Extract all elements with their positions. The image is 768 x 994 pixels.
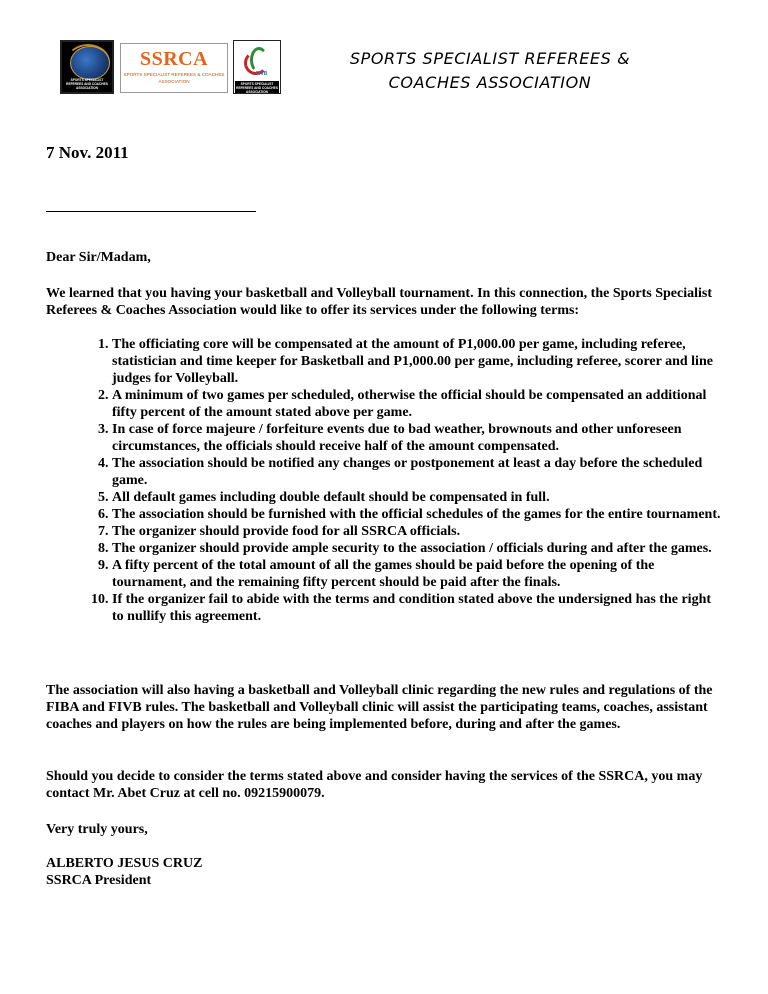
term-item: 8. The organizer should provide ample security to the association / officials during and after the games. <box>112 540 726 557</box>
term-item: 9. A fifty percent of the total amount of all the games should be paid before the opening of the tournament, and the remaining fifty percent should be paid after the finals. <box>112 557 726 591</box>
ssrca-brand-text: SSRCA <box>139 48 209 70</box>
signatory-title: SSRCA President <box>46 873 152 888</box>
term-item: 3. In case of force majeure / forfeiture events due to bad weather, brownouts and other unforeseen circumstances, the officials should receive half of the amount compensated. <box>112 421 726 455</box>
salutation: Dear Sir/Madam, <box>46 250 151 265</box>
term-item: 4. The association should be notified any changes or postponement at least a day before the scheduled game. <box>112 455 726 489</box>
term-item: 5. All default games including double default should be compensated in full. <box>112 489 726 506</box>
term-item: 10. If the organizer fail to abide with the terms and condition stated above the undersigned has the right to nullify this agreement. <box>112 591 726 625</box>
ssrca-tagline-1: SPORTS SPECIALIST REFEREES & COACHES <box>123 72 225 77</box>
signatory-name: ALBERTO JESUS CRUZ <box>46 856 203 871</box>
closing: Very truly yours, <box>46 822 148 837</box>
organization-title <box>300 47 680 95</box>
term-item: 2. A minimum of two games per scheduled, otherwise the official should be compensated an additional fifty percent of the amount stated above per game. <box>112 387 726 421</box>
term-item: 7. The organizer should provide food for all SSRCA officials. <box>112 523 726 540</box>
clinic-paragraph: The association will also having a basketball and Volleyball clinic regarding the new rules and regulations of the FIBA and FIVB rules. The basketball and Volleyball clinic will assist the participating teams, coaches, assistant coaches and players on how the rules are being implemented before, during and after the games. <box>46 683 713 732</box>
recipient-blank-line <box>46 211 256 212</box>
ssrca-tagline-2: ASSOCIATION <box>158 78 190 84</box>
basketball-logo <box>60 40 114 94</box>
letter-date: 7 Nov. 2011 <box>46 143 129 162</box>
logo-right-caption: SPORTS SPECIALIST REFEREES AND COACHES ASSOCIATION <box>236 82 278 94</box>
ssrca-logo <box>120 43 228 93</box>
fivb-mark: FIVB <box>256 71 268 77</box>
basketball-icon <box>70 46 110 80</box>
contact-paragraph: Should you decide to consider the terms stated above and consider having the services of the SSRCA, you may contact Mr. Abet Cruz at cell no. 09215900079. <box>46 769 703 801</box>
term-item: 6. The association should be furnished with the official schedules of the games for the entire tournament. <box>112 506 726 523</box>
term-item: 1. The officiating core will be compensated at the amount of P1,000.00 per game, including referee, statistician and time keeper for Basketball and P1,000.00 per game, including referee, scorer and line judges for Volleyball. <box>112 336 726 387</box>
terms-list <box>46 336 726 625</box>
intro-paragraph: We learned that you having your basketball and Volleyball tournament. In this connection, the Sports Specialist Referees & Coaches Association would like to offer its services under the following terms: <box>46 286 712 318</box>
org-title-line-2: COACHES ASSOCIATION <box>388 73 592 92</box>
org-title-line-1: SPORTS SPECIALIST REFEREES & <box>349 49 631 68</box>
volleyball-logo <box>233 40 281 94</box>
logo-left-caption: SPORTS SPECIALIST REFEREES AND COACHES ASSOCIATION <box>66 78 108 90</box>
